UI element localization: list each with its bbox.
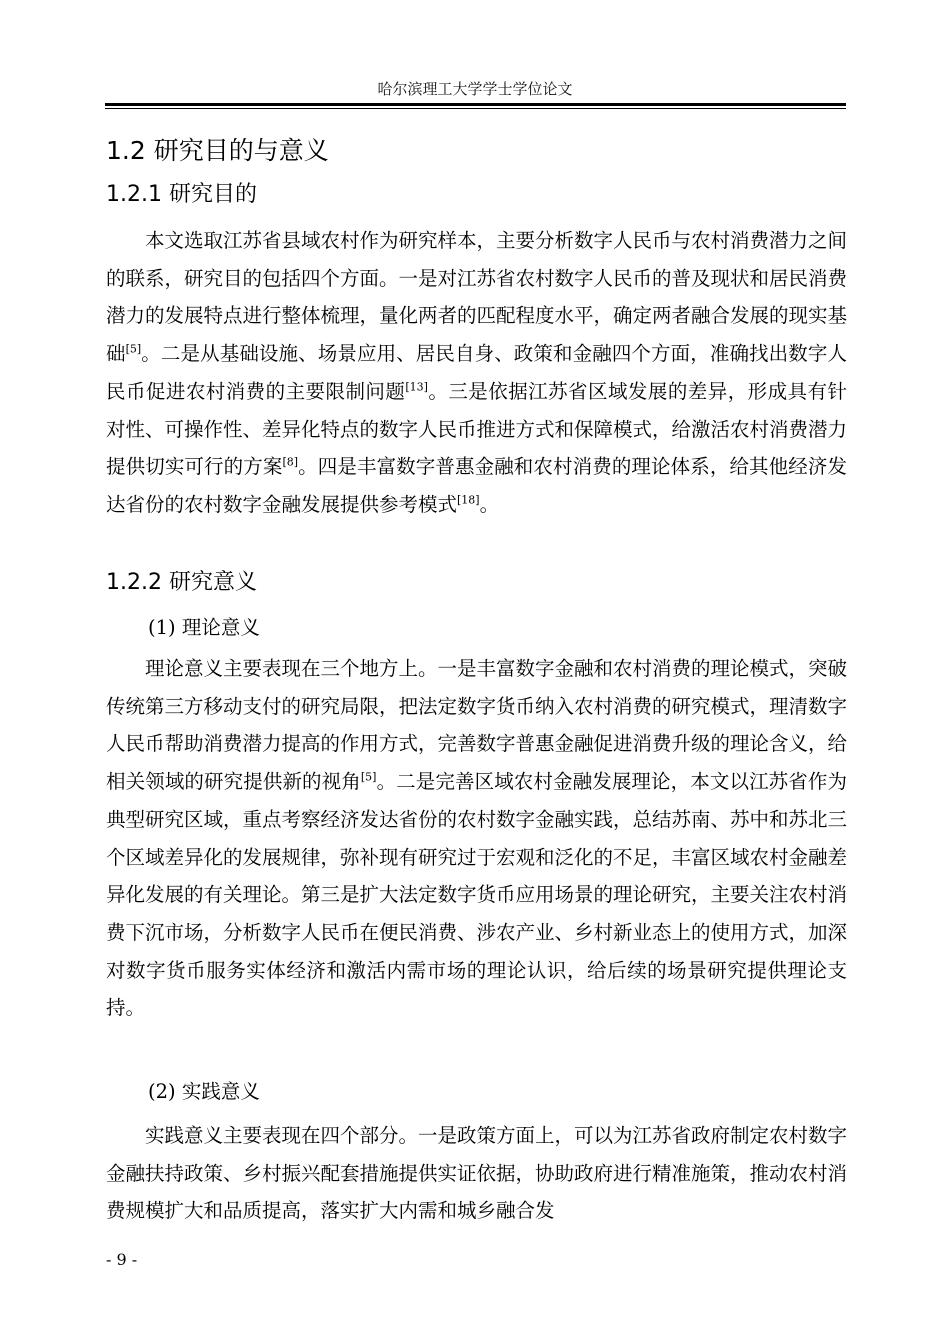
citation-ref: [18]: [457, 493, 480, 507]
practice-paragraph: [106, 1117, 847, 1230]
theory-text-2: 。二是完善区域农村金融发展理论，本文以江苏省作为典型研究区域，重点考察经济发达省份的农村数字金融实践，总结苏南、苏中和苏北三个区域差异化的发展规律，弥补现有研究过于宏观和泛化的不足，丰富区域农村金融差异化发展的有关理论。第三是扩大法定数字货币应用场景的理论研究，主要关注农村消费下沉市场，分析数字人民币在便民消费、涉农产业、乡村新业态上的使用方式，加深对数字货币服务实体经济和激活内需市场的理论认识，给后续的场景研究提供理论支持。: [106, 770, 848, 1020]
citation-ref: [8]: [282, 455, 299, 469]
purpose-text-3: 。三是依据江苏省区域发展的差异，形成具有针对性、可操作性、差异化特点的数字人民币推进方式和保障模式，给激活农村消费潜力提供切实可行的方案: [106, 379, 848, 479]
theory-text-1: 理论意义主要表现在三个地方上。一是丰富数字金融和农村消费的理论模式，突破传统第三方移动支付的研究局限，把法定数字货币纳入农村消费的研究模式，理清数字人民币帮助消费潜力提高的作用方式，完善数字普惠金融促进消费升级的理论含义，给相关领域的研究提供新的视角: [106, 657, 848, 794]
theory-label: (1) 理论意义: [148, 616, 260, 639]
citation-ref: [5]: [360, 770, 377, 784]
purpose-text-4: 。四是丰富数字普惠金融和农村消费的理论体系，给其他经济发达省份的农村数字金融发展提供参考模式: [106, 455, 847, 516]
running-header: 哈尔滨理工大学学士学位论文: [377, 80, 573, 98]
purpose-text-2: 。二是从基础设施、场景应用、居民自身、政策和金融四个方面，准确找出数字人民币促进农村消费的主要限制问题: [106, 342, 847, 403]
citation-ref: [13]: [405, 380, 428, 394]
citation-ref: [5]: [125, 342, 142, 356]
page-number: - 9 -: [106, 1250, 138, 1269]
practice-text-1: 实践意义主要表现在四个部分。一是政策方面上，可以为江苏省政府制定农村数字金融扶持政策、乡村振兴配套措施提供实证依据，协助政府进行精准施策，推动农村消费规模扩大和品质提高，落实扩大内需和城乡融合发: [106, 1124, 848, 1223]
header-rule-thick: [105, 103, 846, 106]
header-rule-thin: [105, 108, 846, 109]
subsection-heading-purpose: 1.2.1 研究目的: [106, 182, 257, 207]
theory-paragraph: [106, 650, 847, 1027]
purpose-text-1: 本文选取江苏省县域农村作为研究样本，主要分析数字人民币与农村消费潜力之间的联系，研究目的包括四个方面。一是对江苏省农村数字人民币的普及现状和居民消费潜力的发展特点进行整体梳理，量化两者的匹配程度水平，确定两者融合发展的现实基础: [106, 229, 848, 366]
section-heading: 1.2 研究目的与意义: [106, 136, 329, 165]
purpose-paragraph: [106, 222, 847, 524]
subsection-heading-significance: 1.2.2 研究意义: [106, 570, 257, 595]
practice-label: (2) 实践意义: [148, 1080, 260, 1103]
purpose-text-5: 。: [479, 492, 500, 516]
